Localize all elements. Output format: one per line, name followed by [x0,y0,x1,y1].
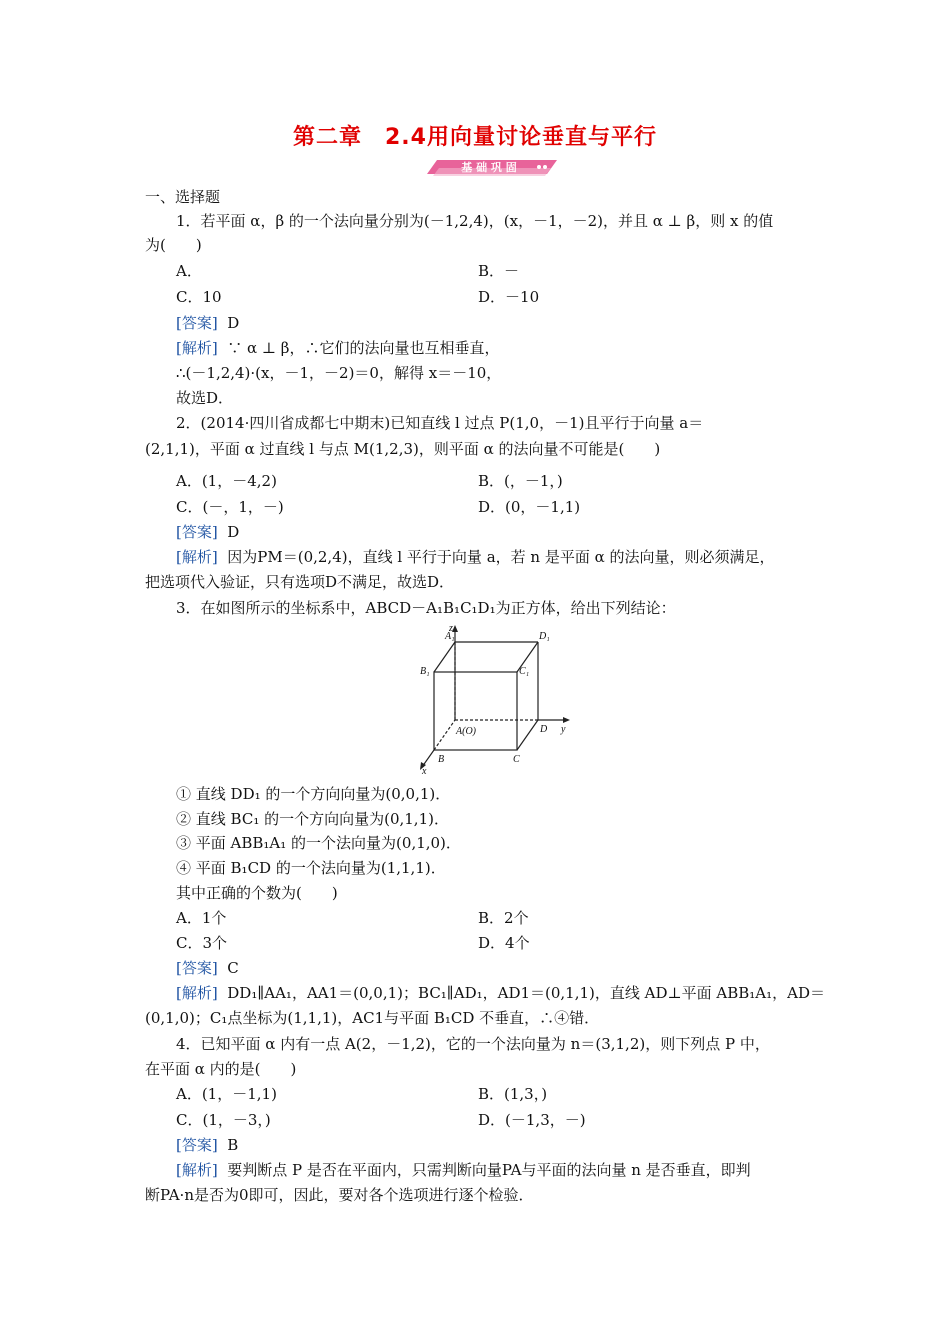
vertex-c: C [513,754,520,765]
answer-value: C [227,959,239,977]
q1-explanation-3: 故选D． [176,389,234,407]
q2-stem-2: (2,1,1)，平面 α 过直线 l 与点 M(1,2,3)，则平面 α 的法向量不可能是( ) [145,440,661,458]
answer-tag: [答案] [176,314,218,332]
vertex-b: B [438,754,445,765]
vertex-b1: B₁ [420,666,430,677]
section-heading: 一、选择题 [145,188,221,206]
q2-option-a: A．(1，－4,2) [176,472,277,490]
q3-option-d: D．4个 [478,934,530,952]
q4-option-c: C．(1，－3，) [176,1111,271,1129]
q3-question: 其中正确的个数为( ) [176,884,338,902]
q3-explanation-2: (0,1,0)；C₁点坐标为(1,1,1)，AC1与平面 B₁CD 不垂直，∴④错． [145,1009,600,1027]
explanation-text: DD₁∥AA₁，AA1＝(0,0,1)；BC₁∥AD₁，AD1＝(0,1,1)，直线 AD⊥平面 ABB₁A₁，AD＝ [227,984,825,1002]
q3-option-a: A．1个 [176,909,227,927]
answer-tag: [答案] [176,1136,218,1154]
answer-value: D [227,523,240,541]
vertex-a-origin: A(O) [456,726,476,737]
q1-answer [176,312,239,334]
q3-conclusion-4: ④ 平面 B₁CD 的一个法向量为(1,1,1)． [176,859,446,877]
q3-option-c: C．3个 [176,934,228,952]
explanation-tag: [解析] [176,984,218,1002]
q2-explanation-2: 把选项代入验证，只有选项D不满足，故选D． [145,573,455,591]
explanation-tag: [解析] [176,548,218,566]
q1-option-d: D．－10 [478,288,540,306]
q1-option-b: B．－ [478,262,520,280]
explanation-text: ∵ α ⊥ β，∴它们的法向量也互相垂直， [227,339,500,357]
section-banner [427,156,557,178]
explanation-text: 要判断点 P 是否在平面内，只需判断向量PA与平面的法向量 n 是否垂直，即判 [227,1161,751,1179]
explanation-text: 因为PM＝(0,2,4)，直线 l 平行于向量 a，若 n 是平面 α 的法向量，则必须满足， [227,548,775,566]
banner-text: 基 础 巩 固 [461,161,517,174]
q2-answer [176,521,239,543]
vertex-d: D [540,724,548,735]
q3-explanation-1 [176,982,825,1004]
cube-figure [410,622,580,774]
q3-stem-1: 3．在如图所示的坐标系中，ABCD－A₁B₁C₁D₁为正方体，给出下列结论： [176,599,676,617]
x-axis-label: x [422,766,427,774]
q2-stem-1: 2．(2014·四川省成都七中期末)已知直线 l 过点 P(1,0，－1)且平行于向量 a＝ [176,414,704,432]
q2-explanation-1 [176,546,775,568]
answer-value: B [227,1136,239,1154]
q4-stem-2: 在平面 α 内的是( ) [145,1060,297,1078]
q4-explanation-2: 断PA·n是否为0即可，因此，要对各个选项进行逐个检验． [145,1186,534,1204]
page-title: 第二章 2.4用向量讨论垂直与平行 [293,125,657,150]
vertex-c1: C₁ [519,666,530,677]
vertex-d1: D₁ [539,631,550,642]
q2-option-b: B．(，－1，) [478,472,563,490]
answer-tag: [答案] [176,959,218,977]
q1-explanation-2: ∴(－1,2,4)·(x，－1，－2)＝0，解得 x＝－10， [176,364,502,382]
q1-explanation-1 [176,337,499,359]
q1-stem-2: 为( ) [145,236,202,254]
q2-option-d: D．(0，－1,1) [478,498,581,516]
q3-conclusion-2: ② 直线 BC₁ 的一个方向向量为(0,1,1)． [176,810,449,828]
q1-option-c: C．10 [176,288,222,306]
q4-stem-1: 4．已知平面 α 内有一点 A(2，－1,2)，它的一个法向量为 n＝(3,1,2)，则下列点 P 中， [176,1035,770,1053]
q1-stem-1: 1．若平面 α，β 的一个法向量分别为(－1,2,4)，(x，－1，－2)，并且 α ⊥ β，则 x 的值 [176,212,774,230]
q3-conclusion-1: ① 直线 DD₁ 的一个方向向量为(0,0,1)． [176,785,451,803]
y-axis-label: y [561,724,566,735]
answer-value: D [227,314,240,332]
z-axis-label: z [449,623,453,634]
q3-conclusion-3: ③ 平面 ABB₁A₁ 的一个法向量为(0,1,0)． [176,834,461,852]
vertex-a1: A₁ [445,631,455,642]
q4-explanation-1 [176,1159,751,1181]
q4-option-d: D．(－1,3，－) [478,1111,586,1129]
q4-answer [176,1134,238,1156]
q4-option-a: A．(1，－1,1) [176,1085,277,1103]
answer-tag: [答案] [176,523,218,541]
q4-option-b: B．(1,3，) [478,1085,548,1103]
explanation-tag: [解析] [176,339,218,357]
q2-option-c: C．(－，1，－) [176,498,284,516]
q3-option-b: B．2个 [478,909,529,927]
q3-answer [176,957,239,979]
q1-option-a: A． [176,262,202,280]
explanation-tag: [解析] [176,1161,218,1179]
